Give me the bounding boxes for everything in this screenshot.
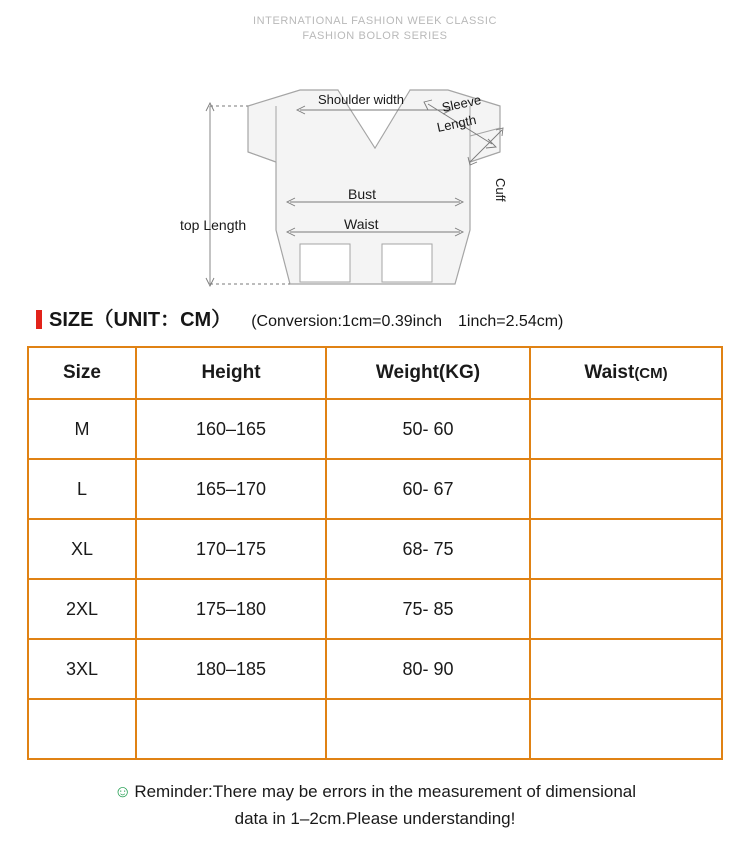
cell-waist bbox=[530, 579, 722, 639]
table-row bbox=[28, 579, 722, 639]
header-waist-unit: (CM) bbox=[634, 365, 668, 382]
tagline-line-2: FASHION BOLOR SERIES bbox=[302, 30, 448, 42]
garment-right-pocket bbox=[382, 244, 432, 282]
reminder-note bbox=[0, 778, 750, 832]
size-heading bbox=[36, 303, 750, 332]
table-row bbox=[28, 459, 722, 519]
cell-size bbox=[28, 699, 136, 759]
garment-diagram bbox=[0, 44, 750, 289]
smiley-icon: ☺ bbox=[113, 782, 132, 801]
table-row bbox=[28, 399, 722, 459]
table-row bbox=[28, 519, 722, 579]
cell-size: L bbox=[28, 459, 136, 519]
cell-waist bbox=[530, 699, 722, 759]
header-size: Size bbox=[28, 347, 136, 399]
table-header-row bbox=[28, 347, 722, 399]
cell-size: XL bbox=[28, 519, 136, 579]
cell-height: 180–185 bbox=[136, 639, 326, 699]
reminder-text-1: Reminder:There may be errors in the measurement of dimensional bbox=[134, 782, 637, 801]
header-tagline bbox=[0, 0, 750, 44]
cell-weight: 60- 67 bbox=[326, 459, 530, 519]
cell-height: 170–175 bbox=[136, 519, 326, 579]
table-row bbox=[28, 699, 722, 759]
cell-weight: 68- 75 bbox=[326, 519, 530, 579]
label-sleeve-length-2: Length bbox=[435, 111, 478, 135]
cell-waist bbox=[530, 519, 722, 579]
header-weight: Weight(KG) bbox=[326, 347, 530, 399]
label-waist: Waist bbox=[344, 216, 379, 232]
tagline-line-1: INTERNATIONAL FASHION WEEK CLASSIC bbox=[252, 15, 498, 27]
cell-height bbox=[136, 699, 326, 759]
garment-left-pocket bbox=[300, 244, 350, 282]
reminder-line-2: data in 1–2cm.Please understanding! bbox=[234, 809, 516, 828]
table-row bbox=[28, 639, 722, 699]
header-height: Height bbox=[136, 347, 326, 399]
cell-weight: 80- 90 bbox=[326, 639, 530, 699]
label-sleeve-length-1: Sleeve bbox=[440, 91, 483, 115]
cell-waist bbox=[530, 639, 722, 699]
cell-height: 175–180 bbox=[136, 579, 326, 639]
cell-waist bbox=[530, 399, 722, 459]
label-shoulder-width: Shoulder width bbox=[318, 92, 404, 107]
cell-weight: 50- 60 bbox=[326, 399, 530, 459]
cell-size: 3XL bbox=[28, 639, 136, 699]
cell-size: 2XL bbox=[28, 579, 136, 639]
label-bust: Bust bbox=[348, 186, 377, 202]
size-conversion-note: (Conversion:1cm=0.39inch 1inch=2.54cm) bbox=[251, 313, 564, 330]
cell-height: 160–165 bbox=[136, 399, 326, 459]
label-cuff: Cuff bbox=[493, 178, 508, 202]
cell-size: M bbox=[28, 399, 136, 459]
label-top-length: top Length bbox=[180, 217, 247, 233]
size-title: SIZE（UNIT：CM） bbox=[49, 309, 232, 331]
cell-height: 165–170 bbox=[136, 459, 326, 519]
header-waist-main: Waist bbox=[584, 362, 635, 383]
garment-diagram-svg bbox=[0, 44, 750, 289]
header-waist bbox=[530, 347, 722, 399]
red-accent-bar bbox=[36, 310, 42, 329]
cell-weight bbox=[326, 699, 530, 759]
cell-weight: 75- 85 bbox=[326, 579, 530, 639]
cell-waist bbox=[530, 459, 722, 519]
reminder-line-1 bbox=[0, 778, 750, 805]
size-table bbox=[27, 346, 723, 760]
